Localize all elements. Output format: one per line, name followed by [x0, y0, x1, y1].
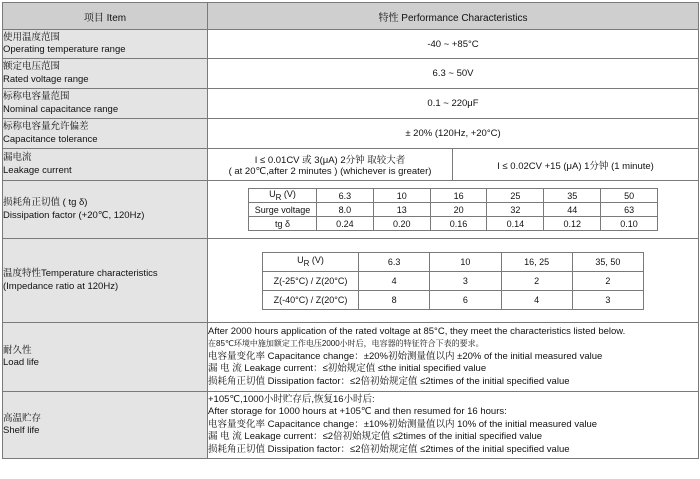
surge-cell: 20 — [430, 203, 487, 217]
tg-cell: 0.16 — [430, 217, 487, 231]
surge-cell: 13 — [373, 203, 430, 217]
header-item: 项目 Item — [3, 3, 208, 30]
ur-header: $U_R$ (V) — [263, 252, 359, 271]
surge-cell: 44 — [544, 203, 601, 217]
voltage-cell: 16 — [430, 189, 487, 203]
capacitance-value: 0.1 ~ 220μF — [208, 89, 699, 119]
voltage-cell: 16, 25 — [501, 252, 572, 271]
dissipation-label: 损耗角正切值 ( tg δ) Dissipation factor (+20℃, 120Hz) — [3, 181, 208, 239]
impedance-cell: 6 — [430, 290, 501, 309]
ur-header: $U_R$ (V) — [249, 189, 317, 203]
impedance-cell: 4 — [359, 271, 430, 290]
voltage-cell: 50 — [601, 189, 658, 203]
impedance-row-25 — [263, 271, 644, 290]
op-temp-value: -40 ~ +85°C — [208, 30, 699, 59]
surge-row — [249, 203, 658, 217]
impedance-cell: 2 — [572, 271, 643, 290]
temp-char-table — [262, 252, 644, 310]
impedance-cell: 3 — [430, 271, 501, 290]
leakage-right-value: I ≤ 0.02CV +15 (μA) 1分钟 (1 minute) — [453, 149, 699, 181]
dissipation-table — [248, 188, 658, 231]
leakage-left-value: I ≤ 0.01CV 或 3(μA) 2分钟 取较大者 ( at 20℃,after 2 minutes ) (whichever is greater) — [208, 149, 453, 181]
voltage-cell: 35, 50 — [572, 252, 643, 271]
temp-char-label: 温度特性Temperature characteristics (Impedance ratio at 120Hz) — [3, 239, 208, 323]
impedance-cell: 3 — [572, 290, 643, 309]
surge-cell: 32 — [487, 203, 544, 217]
load-life-label: 耐久性 Load life — [3, 323, 208, 392]
surge-label: Surge voltage — [249, 203, 317, 217]
rated-voltage-label: 额定电压范围 Rated voltage range — [3, 59, 208, 89]
tg-cell: 0.12 — [544, 217, 601, 231]
voltage-cell: 25 — [487, 189, 544, 203]
impedance-label: Z(-40°C) / Z(20°C) — [263, 290, 359, 309]
temp-char-cell — [208, 239, 699, 323]
surge-cell: 8.0 — [317, 203, 374, 217]
header-characteristics: 特性 Performance Characteristics — [208, 3, 699, 30]
tg-cell: 0.20 — [373, 217, 430, 231]
voltage-cell: 10 — [373, 189, 430, 203]
tolerance-value: ± 20% (120Hz, +20°C) — [208, 119, 699, 149]
tg-label: tg δ — [249, 217, 317, 231]
load-life-value: After 2000 hours application of the rated voltage at 85°C, they meet the characteristics listed below. 在85℃环境中施加额定工作电压2000小时后，电容器的特征符合下表的要求。 电容量变化率 Capacitance change：±20%初始测量值以内 ±20% of the initial measured value 漏 电 流 Leakage current：≤初始规定值 ≤the initial specified value 损耗角正切值 Dissipation factor：≤2倍初始规定值 ≤2times of the initial specified value — [208, 323, 699, 392]
shelf-life-label: 高温贮存 Shelf life — [3, 392, 208, 459]
tg-row — [249, 217, 658, 231]
shelf-life-value: +105℃,1000小时贮存后,恢复16小时后: After storage for 1000 hours at +105℃ and then resumed for 16 hours: 电容量变化率 Capacitance change：±10%初始测量值以内 10% of the initial measured value 漏 电 流 Leakage current：≤2倍初始规定值 ≤2times of the initial specified value 损耗角正切值 Dissipation factor：≤2倍初始规定值 ≤2times of the initial specified value — [208, 392, 699, 459]
rated-voltage-value: 6.3 ~ 50V — [208, 59, 699, 89]
voltage-cell: 6.3 — [317, 189, 374, 203]
leakage-label: 漏电流 Leakage current — [3, 149, 208, 181]
temp-char-header-row — [263, 252, 644, 271]
spec-table — [2, 2, 699, 459]
impedance-cell: 4 — [501, 290, 572, 309]
impedance-label: Z(-25°C) / Z(20°C) — [263, 271, 359, 290]
voltage-cell: 10 — [430, 252, 501, 271]
capacitance-label: 标称电容量范围 Nominal capacitance range — [3, 89, 208, 119]
tolerance-label: 标称电容量允许偏差 Capacitance tolerance — [3, 119, 208, 149]
dissipation-cell — [208, 181, 699, 239]
surge-cell: 63 — [601, 203, 658, 217]
impedance-row-40 — [263, 290, 644, 309]
op-temp-label: 使用温度范围 Operating temperature range — [3, 30, 208, 59]
tg-cell: 0.14 — [487, 217, 544, 231]
dissipation-header-row — [249, 189, 658, 203]
impedance-cell: 2 — [501, 271, 572, 290]
impedance-cell: 8 — [359, 290, 430, 309]
tg-cell: 0.10 — [601, 217, 658, 231]
voltage-cell: 6.3 — [359, 252, 430, 271]
tg-cell: 0.24 — [317, 217, 374, 231]
voltage-cell: 35 — [544, 189, 601, 203]
